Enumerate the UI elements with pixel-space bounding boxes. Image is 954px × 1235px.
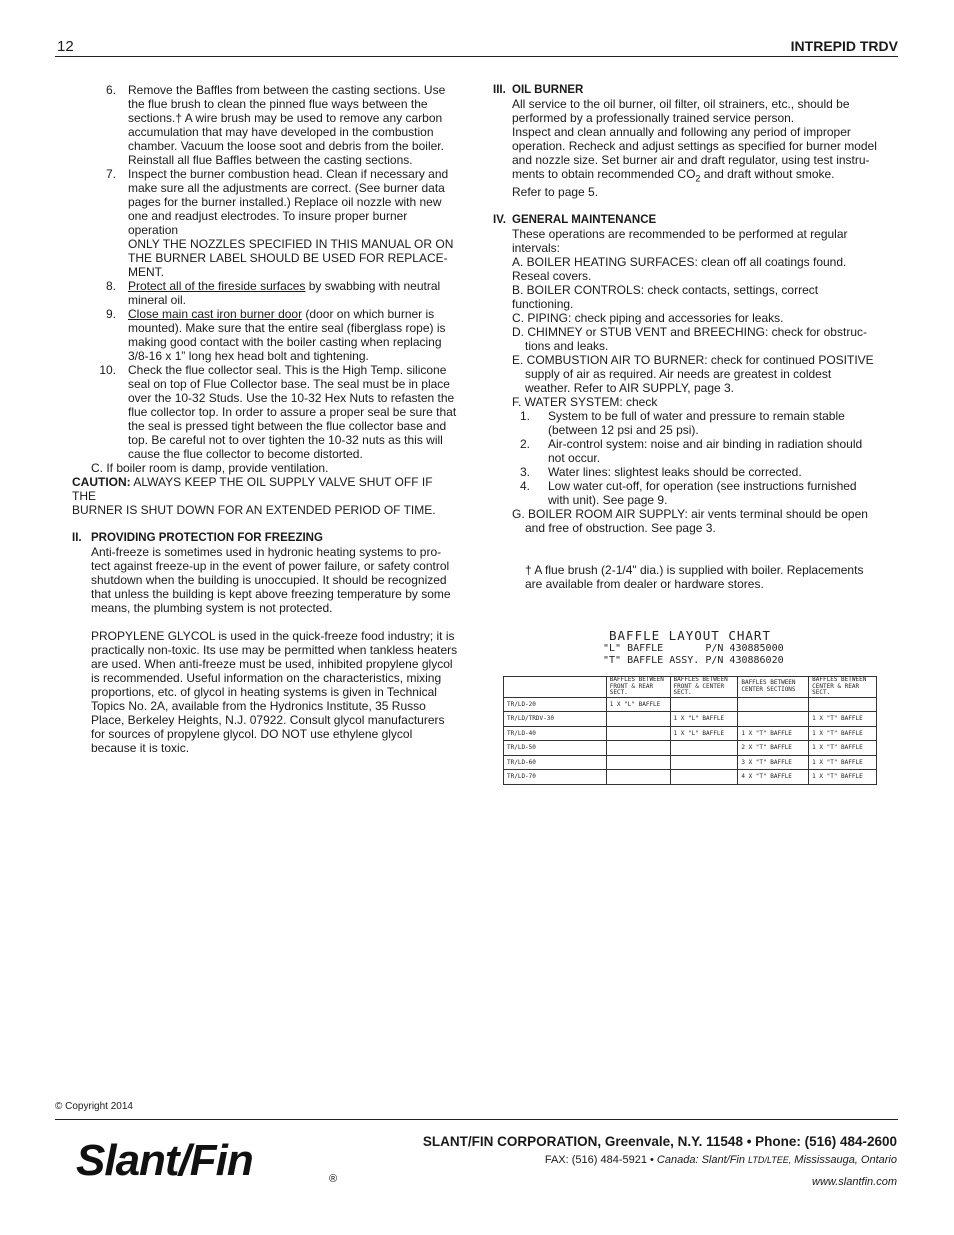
text-line: A. BOILER HEATING SURFACES: clean off all coatings found. (512, 255, 847, 270)
text-run: by swabbing with neutral (305, 279, 441, 293)
text-line: sections.† A wire brush may be used to remove any carbon (128, 111, 443, 125)
oil-burner-text (493, 97, 878, 199)
page-header (55, 34, 898, 57)
table-cell: 1 X "T" BAFFLE (809, 726, 877, 741)
text-line: Check the flue collector seal. This is the High Temp. silicone (128, 363, 447, 377)
text-line: All service to the oil burner, oil filter, oil strainers, etc., should be (512, 97, 850, 111)
text-line: These operations are recommended to be performed at regular (512, 227, 848, 242)
table-cell: 2 X "T" BAFFLE (738, 741, 809, 756)
table-cell (606, 755, 670, 770)
maintenance-item-g: G. BOILER ROOM AIR SUPPLY: air vents terminal should be open and free of obstruction. See page 3. (512, 507, 868, 536)
table-cell: 3 X "T" BAFFLE (738, 755, 809, 770)
text-line: mounted). Make sure that the entire seal (fiberglass rope) is (128, 321, 446, 335)
ltd-text: LTD/LTEE, (748, 1155, 792, 1165)
maintenance-item-f: F. WATER SYSTEM: check (512, 395, 658, 410)
caution-text: BURNER IS SHUT DOWN FOR AN EXTENDED PERIOD OF TIME. (72, 503, 436, 517)
list-number: 2. (519, 437, 530, 452)
canada-text: Canada: Slant/Fin (656, 1154, 749, 1166)
table-cell (606, 741, 670, 756)
text-line: 3/8-16 x 1” long hex head bolt and tightening. (128, 349, 369, 363)
baffle-layout-chart (503, 628, 877, 781)
table-cell: 1 X "L" BAFFLE (670, 726, 738, 741)
text-run: ments to obtain recommended CO (512, 167, 696, 181)
section-heading (493, 83, 878, 97)
table-cell (606, 770, 670, 785)
table-row (504, 755, 877, 770)
table-cell (670, 755, 738, 770)
text-line (128, 307, 458, 321)
text-line: Topics No. 2A, available from the Hydronics Institute, 35 Russo (91, 699, 426, 713)
text-line: Inspect and clean annually and following any period of improper (512, 125, 851, 139)
footnote-line: are available from dealer or hardware stores. (525, 577, 764, 592)
freeze-paragraph-2 (72, 629, 458, 755)
table-cell: 1 X "L" BAFFLE (606, 697, 670, 712)
ventilation-note: C. If boiler room is damp, provide ventilation. (91, 461, 329, 475)
list-number: 6. (105, 83, 116, 97)
section-number: IV. (493, 214, 507, 227)
text-line: and nozzle size. Set burner air and draft regulator, using test instru- (512, 153, 870, 167)
water-item (493, 479, 878, 507)
website: www.slantfin.com (812, 1176, 897, 1188)
table-cell: 1 X "T" BAFFLE (809, 741, 877, 756)
text-line: functioning. (512, 297, 574, 312)
table-cell (809, 697, 877, 712)
section-number: III. (493, 84, 506, 96)
section-heading (493, 213, 878, 227)
caution-line (72, 475, 458, 503)
list-number: 1. (519, 409, 530, 424)
document-title: INTREPID TRDV (790, 38, 898, 54)
header-cell: BAFFLES BETWEEN FRONT & REAR SECT. (606, 677, 670, 698)
section-title: PROVIDING PROTECTION FOR FREEZING (91, 532, 323, 544)
t-baffle-part-number: "T" BAFFLE ASSY. P/N 430886020 (603, 654, 784, 666)
logo-wordmark: Slant/Fin (76, 1136, 253, 1185)
l-baffle-part-number: "L" BAFFLE P/N 430885000 (603, 643, 784, 654)
left-column (72, 83, 458, 755)
text-line: are used. When anti-freeze must be used, inhibited propylene glycol (91, 657, 453, 671)
table-header-row (504, 677, 877, 698)
table-cell (738, 712, 809, 727)
registered-mark: ® (329, 1173, 338, 1185)
text-line: over the 10-32 Studs. Use the 10-32 Hex Nuts to refasten the (128, 391, 455, 405)
text-line: for sources of propylene glycol. DO NOT use ethylene glycol (91, 727, 413, 741)
maintenance-item-d: D. CHIMNEY or STUB VENT and BREECHING: check for obstruc- tions and leaks. (512, 325, 867, 354)
table-cell: 1 X "T" BAFFLE (809, 755, 877, 770)
text-line: ONLY THE NOZZLES SPECIFIED IN THIS MANUAL OR ON (128, 237, 454, 251)
text-line: shutdown when the building is unoccupied. It should be recognized (91, 573, 447, 587)
text-line: chamber. Vacuum the loose soot and debris from the boiler. (128, 139, 444, 153)
text-line: making good contact with the boiler casting when replacing (128, 335, 442, 349)
text-line: means, the plumbing system is not protected. (91, 601, 333, 615)
city-text: Mississauga, Ontario (791, 1154, 897, 1166)
text-line: PROPYLENE GLYCOL is used in the quick-freeze food industry; it is (91, 629, 455, 643)
header-cell: BAFFLES BETWEEN CENTER & REAR SECT. (809, 677, 877, 698)
contact-line (545, 1154, 897, 1166)
model-cell: TR/LD-70 (504, 770, 607, 785)
text-line: System to be full of water and pressure to remain stable (between 12 psi and 25 psi). (548, 409, 845, 438)
water-item (493, 465, 878, 479)
text-line: Inspect the burner combustion head. Clean if necessary and (128, 167, 449, 181)
text-line: accumulation that may have developed in the combustion (128, 125, 434, 139)
maintenance-item-e: E. COMBUSTION AIR TO BURNER: check for continued POSITIVE supply of air as required. Air needs are greatest in coldest weather. Refer to AIR SUPPLY, page 3. (512, 353, 874, 396)
table-cell (738, 697, 809, 712)
text-line: one and readjust electrodes. To insure proper burner operation (128, 209, 408, 237)
maintenance-intro (493, 227, 878, 325)
page-number: 12 (57, 38, 74, 55)
water-item (493, 409, 878, 437)
water-item (493, 437, 878, 465)
text-run: (door on which burner is (302, 307, 435, 321)
slantfin-logo (74, 1124, 346, 1192)
list-item-9 (72, 307, 458, 363)
table-cell (670, 741, 738, 756)
text-line: top. Be careful not to over tighten the 10-32 nuts as this will (128, 433, 443, 447)
corporation-line: SLANT/FIN CORPORATION, Greenvale, N.Y. 11548 • Phone: (516) 484-2600 (422, 1134, 897, 1149)
table-row (504, 726, 877, 741)
text-line: pages for the burner installed.) Replace oil nozzle with new (128, 195, 442, 209)
freeze-paragraph-1 (72, 545, 458, 615)
text-line (512, 167, 878, 185)
text-line: flue collector top. In order to assure a proper seal be sure that (128, 405, 457, 419)
table-cell (670, 697, 738, 712)
footer-rule (55, 1119, 898, 1120)
text-run: and draft without smoke. (700, 167, 835, 181)
text-line: because it is toxic. (91, 741, 190, 755)
section-title: OIL BURNER (512, 84, 584, 96)
copyright: © Copyright 2014 (55, 1101, 133, 1112)
underlined-text: Protect all of the fireside surfaces (128, 279, 306, 293)
list-number: 3. (519, 465, 530, 480)
subscript: 2 (695, 173, 701, 184)
model-cell: TR/LD-20 (504, 697, 607, 712)
table-row (504, 741, 877, 756)
header-cell: BAFFLES BETWEEN CENTER SECTIONS (738, 677, 809, 698)
text-line: Low water cut-off, for operation (see instructions furnished with unit). See page 9. (548, 479, 857, 508)
underlined-text: Close main cast iron burner door (128, 307, 303, 321)
list-number: 10. (99, 363, 116, 377)
table-row (504, 712, 877, 727)
list-number: 9. (105, 307, 116, 321)
list-item-6 (72, 83, 458, 167)
text-line: Anti-freeze is sometimes used in hydronic heating systems to pro- (91, 545, 442, 559)
text-line: the seal is pressed tight between the flue collector base and (128, 419, 447, 433)
text-line: Air-control system: noise and air binding in radiation should not occur. (548, 437, 863, 466)
text-line: Reseal covers. (512, 269, 592, 284)
text-line: make sure all the adjustments are correct. (See burner data (128, 181, 445, 195)
table-row (504, 697, 877, 712)
fax-text: FAX: (516) 484-5921 • (544, 1154, 657, 1166)
text-line: operation. Recheck and adjust settings as specified for burner model (512, 139, 877, 153)
table-cell: 1 X "T" BAFFLE (738, 726, 809, 741)
text-line: B. BOILER CONTROLS: check contacts, settings, correct (512, 283, 819, 298)
table-row (504, 770, 877, 785)
text-line: practically non-toxic. Its use may be permitted when tankless heaters (91, 643, 458, 657)
table-cell (606, 726, 670, 741)
chart-title: BAFFLE LAYOUT CHART (609, 628, 771, 643)
header-cell (504, 677, 607, 698)
table-cell: 1 X "T" BAFFLE (809, 712, 877, 727)
list-number: 7. (105, 167, 116, 181)
caution-text: ALWAYS KEEP THE OIL SUPPLY VALVE SHUT OFF IF THE (72, 475, 433, 503)
text-line: Place, Berkeley Heights, N.J. 07922. Consult glycol manufacturers (91, 713, 445, 727)
caution-label: CAUTION: (72, 475, 131, 489)
text-line: intervals: (512, 241, 561, 256)
list-number: 8. (105, 279, 116, 293)
table-cell: 1 X "L" BAFFLE (670, 712, 738, 727)
text-line: that unless the building is kept above freezing temperature by some (91, 587, 451, 601)
text-line: C. PIPING: check piping and accessories for leaks. (512, 311, 784, 326)
text-line: Refer to page 5. (512, 185, 599, 200)
table-cell (606, 712, 670, 727)
text-line: is recommended. Useful information on the characteristics, mixing (91, 671, 442, 685)
model-cell: TR/LD/TRDV-30 (504, 712, 607, 727)
footnote-line: † A flue brush (2-1/4" dia.) is supplied with boiler. Replacements (525, 563, 864, 578)
model-cell: TR/LD-40 (504, 726, 607, 741)
list-item-7 (72, 167, 458, 279)
text-line: Reinstall all flue Baffles between the casting sections. (128, 153, 413, 167)
section-number: II. (72, 532, 82, 544)
text-line: Water lines: slightest leaks should be corrected. (548, 465, 802, 480)
list-number: 4. (519, 479, 530, 494)
text-line: seal on top of Flue Collector base. The seal must be in place (128, 377, 450, 391)
text-line: cause the flue collector to become distorted. (128, 447, 363, 461)
text-line: Remove the Baffles from between the casting sections. Use (128, 83, 446, 97)
text-line: proportions, etc. of glycol in heating systems is given in Technical (91, 685, 437, 699)
table-cell: 1 X "T" BAFFLE (809, 770, 877, 785)
model-cell: TR/LD-60 (504, 755, 607, 770)
list-item-10 (72, 363, 458, 461)
section-title: GENERAL MAINTENANCE (512, 214, 657, 227)
text-line: mineral oil. (128, 293, 187, 307)
model-cell: TR/LD-50 (504, 741, 607, 756)
section-heading (72, 531, 458, 545)
right-column (493, 83, 878, 591)
table-cell (670, 770, 738, 785)
table-cell: 4 X "T" BAFFLE (738, 770, 809, 785)
text-line: tect against freeze-up in the event of power failure, or safety control (91, 559, 450, 573)
text-line: THE BURNER LABEL SHOULD BE USED FOR REPLACE- (128, 251, 448, 265)
text-line: MENT. (128, 265, 164, 279)
text-line (128, 279, 458, 293)
baffle-table (503, 676, 877, 785)
header-cell: BAFFLES BETWEEN FRONT & CENTER SECT. (670, 677, 738, 698)
text-line: the flue brush to clean the pinned flue ways between the (128, 97, 428, 111)
list-item-8 (72, 279, 458, 307)
text-line: performed by a professionally trained service person. (512, 111, 795, 125)
